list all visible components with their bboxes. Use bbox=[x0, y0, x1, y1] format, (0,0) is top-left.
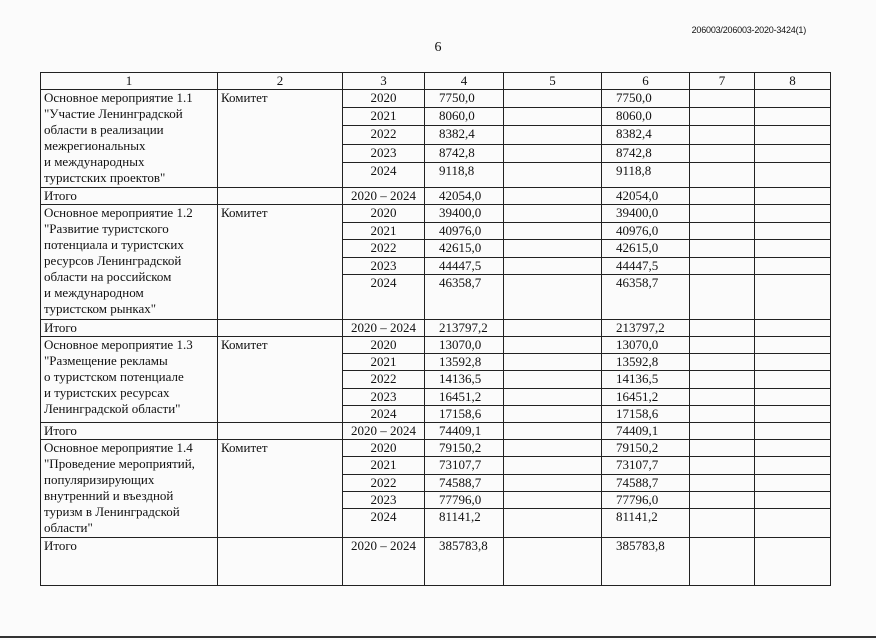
amount-cell: 17158,6 bbox=[425, 405, 504, 422]
empty-cell bbox=[504, 371, 602, 388]
empty-cell bbox=[755, 188, 831, 205]
amount-cell: 46358,7 bbox=[602, 275, 690, 319]
amount-cell: 81141,2 bbox=[425, 508, 504, 537]
amount-cell: 46358,7 bbox=[425, 275, 504, 319]
amount-cell: 13592,8 bbox=[602, 354, 690, 371]
empty-cell bbox=[504, 319, 602, 336]
empty-cell bbox=[504, 354, 602, 371]
total-row bbox=[41, 188, 831, 205]
total-label: Итого bbox=[41, 188, 218, 205]
amount-cell: 17158,6 bbox=[602, 405, 690, 422]
table-row bbox=[41, 440, 831, 457]
amount-cell: 79150,2 bbox=[425, 440, 504, 457]
amount-cell: 13070,0 bbox=[425, 337, 504, 354]
amount-cell: 9118,8 bbox=[602, 162, 690, 188]
amount-cell: 8060,0 bbox=[425, 108, 504, 126]
empty-cell bbox=[690, 405, 755, 422]
empty-cell bbox=[504, 388, 602, 405]
empty-cell bbox=[504, 457, 602, 474]
empty-cell bbox=[755, 126, 831, 144]
executor-cell: Комитет bbox=[218, 440, 343, 538]
year-cell: 2022 bbox=[343, 474, 425, 491]
budget-table bbox=[40, 72, 831, 586]
empty-cell bbox=[755, 275, 831, 319]
amount-cell: 8382,4 bbox=[425, 126, 504, 144]
empty-cell bbox=[690, 144, 755, 162]
empty-cell bbox=[218, 422, 343, 439]
total-amount: 385783,8 bbox=[425, 538, 504, 586]
empty-cell bbox=[690, 188, 755, 205]
amount-cell: 14136,5 bbox=[602, 371, 690, 388]
amount-cell: 44447,5 bbox=[425, 257, 504, 275]
empty-cell bbox=[504, 108, 602, 126]
amount-cell: 7750,0 bbox=[425, 90, 504, 108]
empty-cell bbox=[690, 126, 755, 144]
table-row bbox=[41, 90, 831, 108]
empty-cell bbox=[755, 457, 831, 474]
executor-cell: Комитет bbox=[218, 205, 343, 319]
total-label: Итого bbox=[41, 319, 218, 336]
empty-cell bbox=[504, 440, 602, 457]
empty-cell bbox=[690, 371, 755, 388]
empty-cell bbox=[755, 354, 831, 371]
amount-cell: 77796,0 bbox=[602, 491, 690, 508]
amount-cell: 39400,0 bbox=[602, 205, 690, 223]
total-amount: 74409,1 bbox=[602, 422, 690, 439]
empty-cell bbox=[690, 162, 755, 188]
executor-cell: Комитет bbox=[218, 90, 343, 188]
year-cell: 2022 bbox=[343, 126, 425, 144]
year-cell: 2023 bbox=[343, 257, 425, 275]
empty-cell bbox=[755, 90, 831, 108]
empty-cell bbox=[504, 422, 602, 439]
scan-edge-line bbox=[0, 636, 876, 638]
empty-cell bbox=[504, 275, 602, 319]
amount-cell: 81141,2 bbox=[602, 508, 690, 537]
empty-cell bbox=[690, 240, 755, 258]
amount-cell: 9118,8 bbox=[425, 162, 504, 188]
total-period: 2020 – 2024 bbox=[343, 188, 425, 205]
amount-cell: 14136,5 bbox=[425, 371, 504, 388]
header-cell: 3 bbox=[343, 73, 425, 90]
year-cell: 2021 bbox=[343, 108, 425, 126]
empty-cell bbox=[690, 457, 755, 474]
amount-cell: 13592,8 bbox=[425, 354, 504, 371]
amount-cell: 73107,7 bbox=[602, 457, 690, 474]
page-number: 6 bbox=[434, 40, 442, 55]
amount-cell: 16451,2 bbox=[602, 388, 690, 405]
empty-cell bbox=[504, 126, 602, 144]
year-cell: 2022 bbox=[343, 240, 425, 258]
total-label: Итого bbox=[41, 538, 218, 586]
empty-cell bbox=[755, 222, 831, 240]
amount-cell: 8742,8 bbox=[602, 144, 690, 162]
empty-cell bbox=[504, 538, 602, 586]
amount-cell: 44447,5 bbox=[602, 257, 690, 275]
empty-cell bbox=[690, 337, 755, 354]
year-cell: 2020 bbox=[343, 337, 425, 354]
empty-cell bbox=[690, 508, 755, 537]
empty-cell bbox=[218, 319, 343, 336]
empty-cell bbox=[755, 257, 831, 275]
total-row bbox=[41, 422, 831, 439]
year-cell: 2021 bbox=[343, 354, 425, 371]
total-period: 2020 – 2024 bbox=[343, 422, 425, 439]
amount-cell: 8742,8 bbox=[425, 144, 504, 162]
header-cell: 8 bbox=[755, 73, 831, 90]
header-cell: 1 bbox=[41, 73, 218, 90]
empty-cell bbox=[755, 388, 831, 405]
header-cell: 4 bbox=[425, 73, 504, 90]
document-code: 206003/206003-2020-3424(1) bbox=[691, 25, 806, 35]
empty-cell bbox=[755, 491, 831, 508]
empty-cell bbox=[690, 319, 755, 336]
empty-cell bbox=[504, 508, 602, 537]
empty-cell bbox=[504, 205, 602, 223]
empty-cell bbox=[755, 405, 831, 422]
empty-cell bbox=[755, 508, 831, 537]
total-amount: 42054,0 bbox=[602, 188, 690, 205]
year-cell: 2024 bbox=[343, 405, 425, 422]
table-row bbox=[41, 205, 831, 223]
amount-cell: 79150,2 bbox=[602, 440, 690, 457]
year-cell: 2023 bbox=[343, 491, 425, 508]
empty-cell bbox=[690, 440, 755, 457]
total-amount: 385783,8 bbox=[602, 538, 690, 586]
empty-cell bbox=[690, 422, 755, 439]
empty-cell bbox=[690, 474, 755, 491]
empty-cell bbox=[690, 108, 755, 126]
amount-cell: 40976,0 bbox=[602, 222, 690, 240]
amount-cell: 40976,0 bbox=[425, 222, 504, 240]
empty-cell bbox=[755, 371, 831, 388]
empty-cell bbox=[504, 474, 602, 491]
empty-cell bbox=[690, 90, 755, 108]
header-cell: 7 bbox=[690, 73, 755, 90]
measure-description: Основное мероприятие 1.4 "Проведение мероприятий, популяризирующих внутренний и въездной туризм в Ленинградской области" bbox=[41, 440, 218, 538]
empty-cell bbox=[755, 108, 831, 126]
empty-cell bbox=[690, 222, 755, 240]
empty-cell bbox=[504, 222, 602, 240]
empty-cell bbox=[755, 144, 831, 162]
year-cell: 2020 bbox=[343, 205, 425, 223]
total-amount: 213797,2 bbox=[425, 319, 504, 336]
amount-cell: 16451,2 bbox=[425, 388, 504, 405]
empty-cell bbox=[755, 440, 831, 457]
empty-cell bbox=[504, 491, 602, 508]
year-cell: 2022 bbox=[343, 371, 425, 388]
empty-cell bbox=[690, 354, 755, 371]
empty-cell bbox=[755, 422, 831, 439]
total-label: Итого bbox=[41, 422, 218, 439]
amount-cell: 7750,0 bbox=[602, 90, 690, 108]
table-row bbox=[41, 337, 831, 354]
year-cell: 2024 bbox=[343, 508, 425, 537]
year-cell: 2023 bbox=[343, 388, 425, 405]
empty-cell bbox=[690, 538, 755, 586]
empty-cell bbox=[504, 188, 602, 205]
header-cell: 2 bbox=[218, 73, 343, 90]
year-cell: 2024 bbox=[343, 275, 425, 319]
header-cell: 5 bbox=[504, 73, 602, 90]
empty-cell bbox=[504, 162, 602, 188]
empty-cell bbox=[504, 240, 602, 258]
header-cell: 6 bbox=[602, 73, 690, 90]
table-header-row bbox=[41, 73, 831, 90]
empty-cell bbox=[218, 188, 343, 205]
empty-cell bbox=[504, 337, 602, 354]
amount-cell: 39400,0 bbox=[425, 205, 504, 223]
year-cell: 2023 bbox=[343, 144, 425, 162]
amount-cell: 8060,0 bbox=[602, 108, 690, 126]
amount-cell: 77796,0 bbox=[425, 491, 504, 508]
empty-cell bbox=[690, 491, 755, 508]
amount-cell: 74588,7 bbox=[425, 474, 504, 491]
year-cell: 2021 bbox=[343, 457, 425, 474]
executor-cell: Комитет bbox=[218, 337, 343, 423]
empty-cell bbox=[755, 205, 831, 223]
amount-cell: 42615,0 bbox=[602, 240, 690, 258]
empty-cell bbox=[690, 388, 755, 405]
amount-cell: 73107,7 bbox=[425, 457, 504, 474]
amount-cell: 42615,0 bbox=[425, 240, 504, 258]
empty-cell bbox=[504, 257, 602, 275]
empty-cell bbox=[504, 90, 602, 108]
empty-cell bbox=[690, 275, 755, 319]
total-amount: 74409,1 bbox=[425, 422, 504, 439]
empty-cell bbox=[755, 319, 831, 336]
total-period: 2020 – 2024 bbox=[343, 538, 425, 586]
measure-description: Основное мероприятие 1.2 "Развитие туристского потенциала и туристских ресурсов Ленинградской области на российском и международном туристском рынках" bbox=[41, 205, 218, 319]
measure-description: Основное мероприятие 1.1 "Участие Ленинградской области в реализации межрегиональных и международных туристских проектов" bbox=[41, 90, 218, 188]
amount-cell: 8382,4 bbox=[602, 126, 690, 144]
total-amount: 42054,0 bbox=[425, 188, 504, 205]
empty-cell bbox=[755, 538, 831, 586]
year-cell: 2020 bbox=[343, 440, 425, 457]
empty-cell bbox=[690, 205, 755, 223]
amount-cell: 74588,7 bbox=[602, 474, 690, 491]
empty-cell bbox=[690, 257, 755, 275]
total-period: 2020 – 2024 bbox=[343, 319, 425, 336]
year-cell: 2021 bbox=[343, 222, 425, 240]
year-cell: 2020 bbox=[343, 90, 425, 108]
total-row bbox=[41, 538, 831, 586]
empty-cell bbox=[218, 538, 343, 586]
measure-description: Основное мероприятие 1.3 "Размещение рекламы о туристском потенциале и туристских ресурсах Ленинградской области" bbox=[41, 337, 218, 423]
empty-cell bbox=[504, 405, 602, 422]
empty-cell bbox=[755, 240, 831, 258]
total-row bbox=[41, 319, 831, 336]
empty-cell bbox=[755, 162, 831, 188]
empty-cell bbox=[504, 144, 602, 162]
total-amount: 213797,2 bbox=[602, 319, 690, 336]
empty-cell bbox=[755, 337, 831, 354]
empty-cell bbox=[755, 474, 831, 491]
year-cell: 2024 bbox=[343, 162, 425, 188]
amount-cell: 13070,0 bbox=[602, 337, 690, 354]
